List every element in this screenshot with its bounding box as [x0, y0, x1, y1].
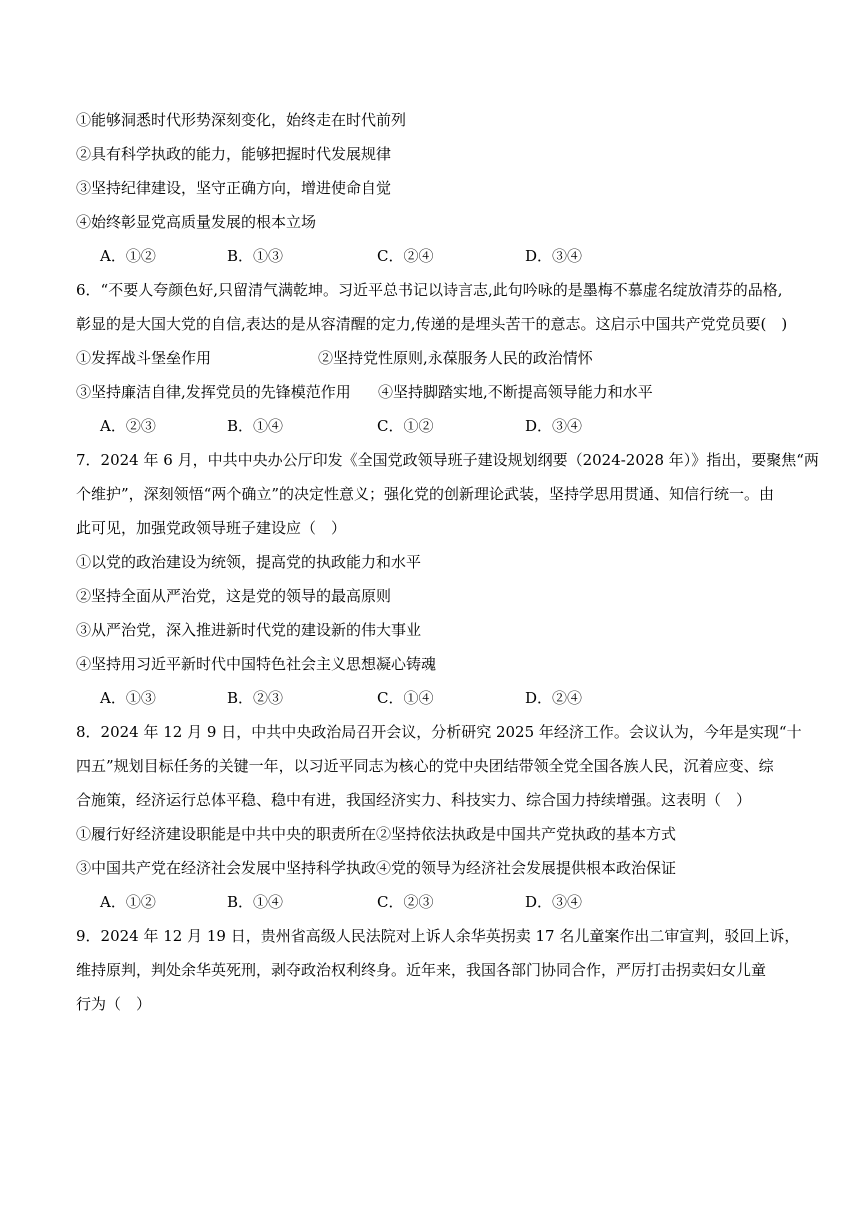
q6-stem-line-2: 彰显的是大国大党的自信,表达的是从容清醒的定力,传递的是埋头苦干的意志。这启示中国共产党党员要( ): [76, 315, 788, 333]
q5-option-a: A．①②: [100, 247, 156, 265]
q8-stem-line-3: 合施策，经济运行总体平稳、稳中有进，我国经济实力、科技实力、综合国力持续增强。这表明（ ）: [76, 791, 752, 809]
q6-option-d: D．③④: [525, 417, 583, 435]
q8-option-a: A．①②: [100, 893, 156, 911]
q8-option-c: C．②③: [377, 893, 434, 911]
q6-option-a: A．②③: [100, 417, 156, 435]
q5-item-1: ①能够洞悉时代形势深刻变化，始终走在时代前列: [76, 111, 407, 129]
q7-stem-line-3: 此可见，加强党政领导班子建设应（ ）: [76, 519, 347, 537]
q5-option-b: B．①③: [227, 247, 284, 265]
q8-stem-line-1: 8．2024 年 12 月 9 日，中共中央政治局召开会议，分析研究 2025 年经济工作。会议认为，今年是实现“十: [76, 723, 802, 741]
q8-option-b: B．①④: [227, 893, 284, 911]
q7-option-b: B．②③: [227, 689, 284, 707]
q7-stem-line-2: 个维护”，深刻领悟“两个确立”的决定性意义；强化党的创新理论武装，坚持学思用贯通、知信行统一。由: [76, 485, 775, 503]
q6-option-c: C．①②: [377, 417, 434, 435]
q9-stem-line-2: 维持原判，判处余华英死刑，剥夺政治权利终身。近年来，我国各部门协同合作，严厉打击拐卖妇女儿童: [76, 961, 767, 979]
q9-stem-line-3: 行为（ ）: [76, 995, 152, 1013]
q6-option-b: B．①④: [227, 417, 284, 435]
q9-stem-line-1: 9．2024 年 12 月 19 日，贵州省高级人民法院对上诉人余华英拐卖 17 名儿童案作出二审宣判，驳回上诉，: [76, 927, 800, 945]
q7-option-d: D．②④: [525, 689, 583, 707]
q8-stem-line-2: 四五”规划目标任务的关键一年，以习近平同志为核心的党中央团结带领全党全国各族人民，沉着应变、综: [76, 757, 774, 775]
q6-stem-line-1: 6．“不要人夸颜色好,只留清气满乾坤。习近平总书记以诗言志,此句吟咏的是墨梅不慕虚名绽放清芬的品格,: [76, 281, 783, 299]
q8-items-line-2: ③中国共产党在经济社会发展中坚持科学执政④党的领导为经济社会发展提供根本政治保证: [76, 859, 677, 877]
q8-option-d: D．③④: [525, 893, 583, 911]
q6-item-2: ②坚持党性原则,永葆服务人民的政治情怀: [318, 349, 593, 367]
q7-item-2: ②坚持全面从严治党，这是党的领导的最高原则: [76, 587, 392, 605]
q7-item-4: ④坚持用习近平新时代中国特色社会主义思想凝心铸魂: [76, 655, 437, 673]
q6-item-3: ③坚持廉洁自律,发挥党员的先锋模范作用: [76, 383, 351, 401]
q5-option-c: C．②④: [377, 247, 434, 265]
q6-item-1: ①发挥战斗堡垒作用: [76, 349, 212, 367]
q7-item-1: ①以党的政治建设为统领，提高党的执政能力和水平: [76, 553, 422, 571]
q7-option-c: C．①④: [377, 689, 434, 707]
q5-option-d: D．③④: [525, 247, 583, 265]
q6-item-4: ④坚持脚踏实地,不断提高领导能力和水平: [378, 383, 653, 401]
q5-item-2: ②具有科学执政的能力，能够把握时代发展规律: [76, 145, 392, 163]
q5-item-3: ③坚持纪律建设，坚守正确方向，增进使命自觉: [76, 179, 392, 197]
q8-items-line-1: ①履行好经济建设职能是中共中央的职责所在②坚持依法执政是中国共产党执政的基本方式: [76, 825, 677, 843]
q7-item-3: ③从严治党，深入推进新时代党的建设新的伟大事业: [76, 621, 422, 639]
q7-stem-line-1: 7．2024 年 6 月，中共中央办公厅印发《全国党政领导班子建设规划纲要（2024-2028 年）》指出，要聚焦“两: [76, 451, 819, 469]
q7-option-a: A．①③: [100, 689, 156, 707]
q5-item-4: ④始终彰显党高质量发展的根本立场: [76, 213, 317, 231]
